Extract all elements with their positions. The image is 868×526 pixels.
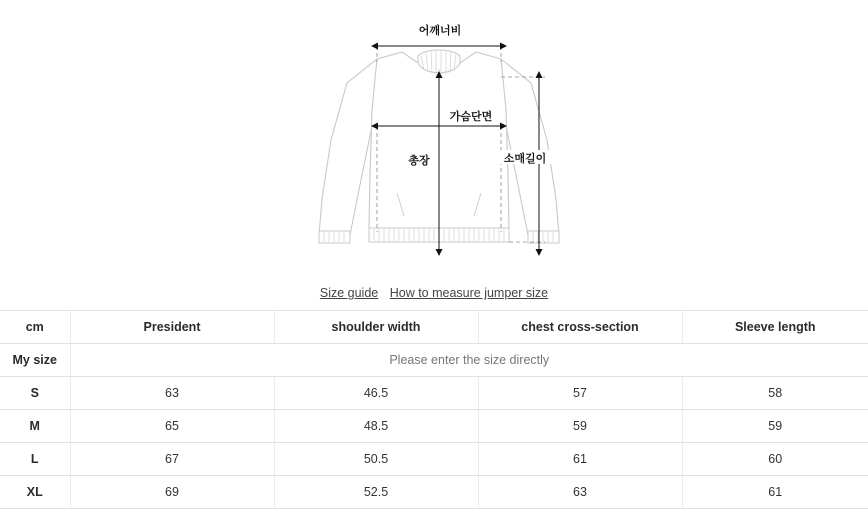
- row-label-my-size: My size: [0, 344, 70, 377]
- label-total-length: 총장: [408, 155, 430, 167]
- label-shoulder-width: 어깨너비: [418, 25, 462, 37]
- header-president: President: [70, 311, 274, 344]
- table-row: [0, 377, 868, 410]
- cell-s-shoulder-width: 46.5: [274, 377, 478, 410]
- guide-links: [0, 272, 868, 302]
- cell-l-shoulder-width: 50.5: [274, 443, 478, 476]
- table-row: [0, 410, 868, 443]
- row-label-l: L: [0, 443, 70, 476]
- cell-s-president: 63: [70, 377, 274, 410]
- table-row: [0, 476, 868, 509]
- how-to-measure-link[interactable]: How to measure jumper size: [389, 286, 549, 300]
- cell-xl-chest: 63: [478, 476, 682, 509]
- table-header-row: [0, 311, 868, 344]
- header-unit: cm: [0, 311, 70, 344]
- size-table-body: [0, 344, 868, 509]
- row-label-m: M: [0, 410, 70, 443]
- cell-l-president: 67: [70, 443, 274, 476]
- size-table: [0, 310, 868, 509]
- label-sleeve-length: 소매길이: [503, 153, 547, 165]
- size-table-header: [0, 311, 868, 344]
- my-size-input-cell[interactable]: Please enter the size directly: [70, 344, 868, 377]
- table-row-my-size: [0, 344, 868, 377]
- cell-s-sleeve: 58: [682, 377, 868, 410]
- cell-m-sleeve: 59: [682, 410, 868, 443]
- cell-m-shoulder-width: 48.5: [274, 410, 478, 443]
- cell-l-sleeve: 60: [682, 443, 868, 476]
- cell-m-president: 65: [70, 410, 274, 443]
- size-guide-link[interactable]: Size guide: [319, 286, 379, 300]
- header-sleeve-length: Sleeve length: [682, 311, 868, 344]
- cell-xl-president: 69: [70, 476, 274, 509]
- cell-l-chest: 61: [478, 443, 682, 476]
- row-label-s: S: [0, 377, 70, 410]
- cell-s-chest: 57: [478, 377, 682, 410]
- label-chest-cross-section: 가슴단면: [449, 111, 493, 123]
- header-chest-cross-section: chest cross-section: [478, 311, 682, 344]
- row-label-xl: XL: [0, 476, 70, 509]
- header-shoulder-width: shoulder width: [274, 311, 478, 344]
- cell-xl-shoulder-width: 52.5: [274, 476, 478, 509]
- cell-m-chest: 59: [478, 410, 682, 443]
- cell-xl-sleeve: 61: [682, 476, 868, 509]
- table-row: [0, 443, 868, 476]
